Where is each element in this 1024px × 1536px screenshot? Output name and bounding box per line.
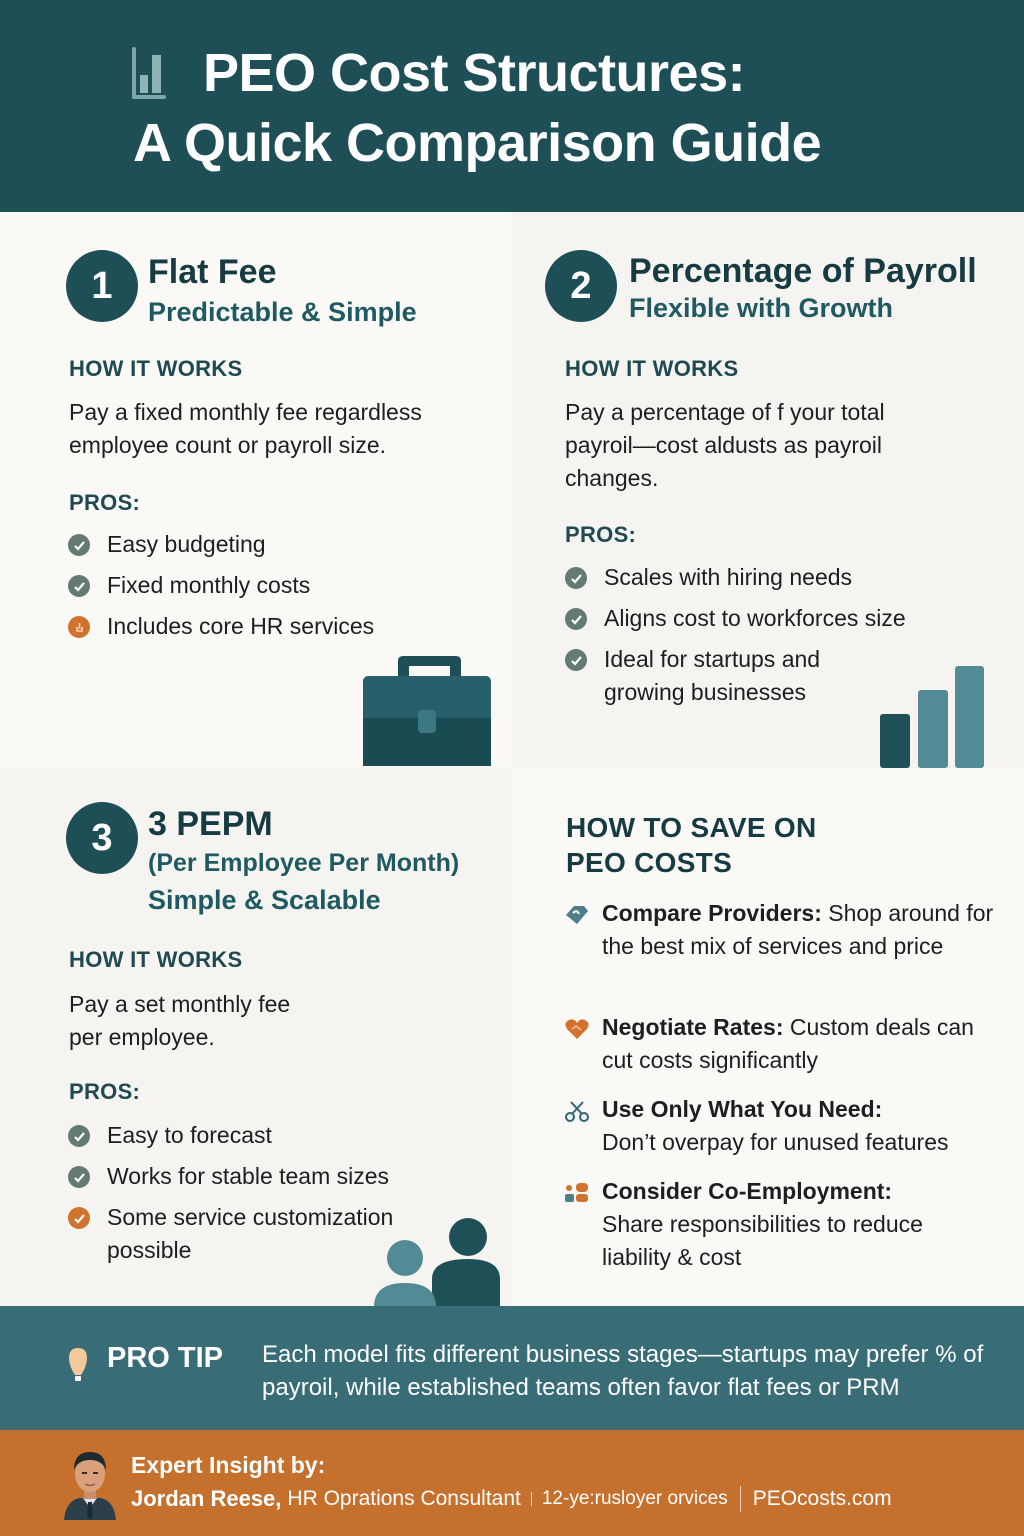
card-title: Flat Fee — [148, 253, 277, 291]
growth-bars-icon — [878, 664, 986, 768]
pro-item: Some service customization possible — [68, 1201, 438, 1267]
page-title-line1: PEO Cost Structures: — [203, 43, 746, 103]
expert-footer — [0, 1430, 1024, 1536]
check-circle-icon — [565, 567, 587, 589]
how-it-works-text: Pay a set monthly fee per employee. — [69, 991, 291, 1050]
pro-tip-label: PRO TIP — [107, 1342, 224, 1374]
scissors-icon — [564, 1099, 590, 1123]
pro-tip-text: Each model fits different business stages—startups may prefer % of payroil, while established teams often favor flat fees or PRM — [262, 1341, 984, 1401]
check-circle-icon — [68, 534, 90, 556]
how-it-works-label: HOW IT WORKS — [69, 356, 243, 381]
bar-chart-icon — [132, 45, 168, 99]
website-link[interactable]: PEOcosts.com — [752, 1487, 892, 1510]
pros-list — [68, 528, 488, 651]
pro-item: Ideal for startups and growing businesses — [565, 643, 855, 709]
pro-item: Scales with hiring needs — [565, 561, 965, 594]
orange-check-circle-icon — [68, 1207, 90, 1229]
step-number-1: 1 — [66, 250, 138, 322]
pros-label: PROS: — [69, 490, 141, 515]
header-banner — [0, 0, 1024, 212]
check-circle-icon — [565, 649, 587, 671]
check-circle-icon — [565, 608, 587, 630]
how-it-works-text: Pay a percentage of f your total payroil—cost aldusts as payroil changes. — [565, 399, 885, 491]
card-subtitle: Predictable & Simple — [148, 297, 417, 327]
tag-icon — [564, 903, 590, 927]
step-number-3: 3 — [66, 802, 138, 874]
how-it-works-label: HOW IT WORKS — [69, 947, 243, 972]
page-title-line2: A Quick Comparison Guide — [133, 113, 822, 173]
divider — [740, 1486, 741, 1512]
card-subtitle-parenthetical: (Per Employee Per Month) — [148, 849, 460, 877]
pro-item: Fixed monthly costs — [68, 569, 488, 602]
how-it-works-label: HOW IT WORKS — [565, 356, 739, 381]
check-circle-icon — [68, 575, 90, 597]
check-circle-icon — [68, 1166, 90, 1188]
pro-item: Easy to forecast — [68, 1119, 438, 1152]
saving-tip: Compare Providers: Shop around for the best mix of services and price — [564, 897, 994, 963]
card-title: 3 PEPM — [148, 805, 273, 843]
step-number-2: 2 — [545, 250, 617, 322]
card-title: Percentage of Payroll — [629, 252, 977, 290]
pro-item: Aligns cost to workforces size — [565, 602, 965, 635]
expert-experience: 12-ye:rusloyer orvices — [541, 1488, 728, 1509]
pros-label: PROS: — [69, 1079, 141, 1104]
expert-credit-line — [131, 1486, 892, 1512]
orange-badge-icon — [68, 616, 90, 638]
pros-label: PROS: — [565, 522, 637, 547]
pro-item: Includes core HR services — [68, 610, 488, 643]
pro-item: Works for stable team sizes — [68, 1160, 438, 1193]
briefcase-icon — [362, 655, 492, 767]
saving-tip: Consider Co-Employment: Share responsibilities to reduce liability & cost — [564, 1175, 994, 1274]
card-subtitle: Simple & Scalable — [148, 885, 381, 915]
saving-tip: Use Only What You Need: Don’t overpay for unused features — [564, 1093, 994, 1159]
savings-heading: HOW TO SAVE ON PEO COSTS — [566, 812, 817, 878]
pro-item: Easy budgeting — [68, 528, 488, 561]
lightbulb-icon — [68, 1347, 88, 1383]
handshake-heart-icon — [564, 1017, 590, 1041]
avatar — [62, 1446, 118, 1520]
co-employment-icon — [564, 1181, 590, 1205]
expert-name: Jordan Reese, — [131, 1486, 282, 1511]
saving-tip: Negotiate Rates: Custom deals can cut costs significantly — [564, 1011, 994, 1077]
people-icon — [372, 1217, 502, 1307]
check-circle-icon — [68, 1125, 90, 1147]
expert-insight-label: Expert Insight by: — [131, 1452, 326, 1478]
expert-role: HR Oprations Consultant — [287, 1487, 521, 1510]
card-subtitle: Flexible with Growth — [629, 293, 894, 323]
divider — [531, 1492, 532, 1506]
how-it-works-text: Pay a fixed monthly fee regardless employee count or payroll size. — [69, 399, 422, 458]
